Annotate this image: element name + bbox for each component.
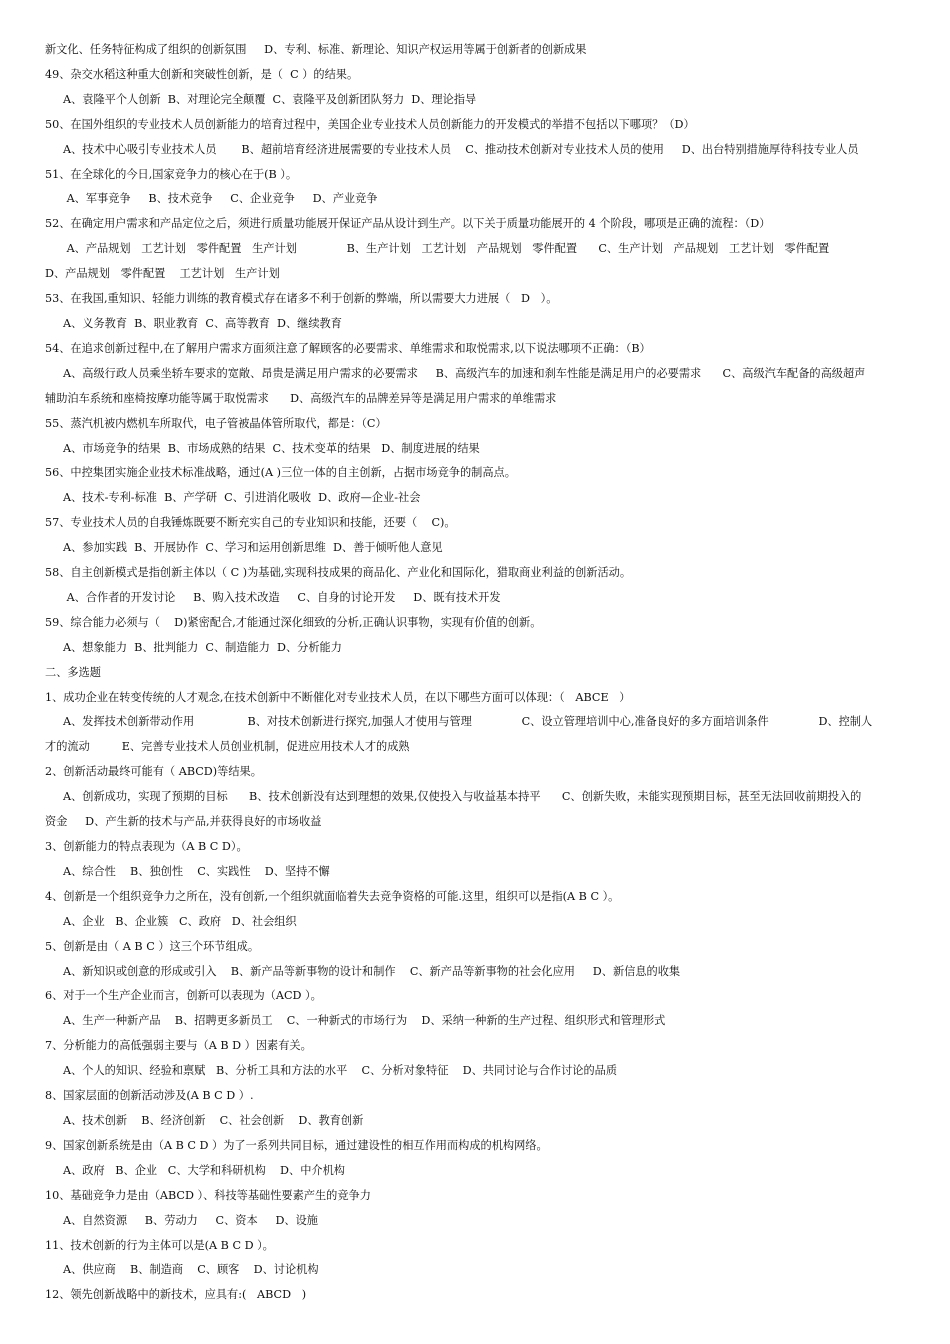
question-line: 49、杂交水稻这种重大创新和突破性创新，是（ C ）的结果。	[45, 67, 359, 81]
question-line: 11、技术创新的行为主体可以是(A B C D ）。	[45, 1238, 274, 1252]
options-line: A、个人的知识、经验和禀赋 B、分析工具和方法的水平 C、分析对象特征 D、共同讨论与合作讨论的品质	[63, 1064, 618, 1078]
options-line: A、市场竞争的结果 B、市场成熟的结果 C、技术变革的结果 D、制度进展的结果	[63, 441, 480, 455]
options-line: A、综合性 B、独创性 C、实践性 D、坚持不懈	[63, 864, 330, 878]
question-line: 1、成功企业在转变传统的人才观念,在技术创新中不断催化对专业技术人员，在以下哪些方面可以体现：（ ABCE ）	[45, 690, 631, 704]
question-line: 55、蒸汽机被内燃机车所取代，电子管被晶体管所取代，都是：（C）	[45, 416, 387, 430]
question-line: 12、领先创新战略中的新技术，应具有:( ABCD )	[45, 1288, 307, 1302]
question-line: 7、分析能力的高低强弱主要与（A B D ）因素有关。	[45, 1039, 312, 1053]
options-line: A、政府 B、企业 C、大学和科研机构 D、中介机构	[63, 1163, 345, 1177]
question-line: 8、国家层面的创新活动涉及(A B C D ）.	[45, 1089, 254, 1103]
options-line: A、生产一种新产品 B、招聘更多新员工 C、一种新式的市场行为 D、采纳一种新的生产过程、组织形式和管理形式	[63, 1014, 666, 1028]
question-line: 56、中控集团实施企业技术标准战略，通过(A )三位一体的自主创新，占据市场竞争的制高点。	[45, 466, 516, 480]
options-line: A、参加实践 B、开展协作 C、学习和运用创新思维 D、善于倾听他人意见	[63, 541, 443, 555]
options-line: A、自然资源 B、劳动力 C、资本 D、设施	[63, 1213, 318, 1227]
options-line: A、产品规划 工艺计划 零件配置 生产计划 B、生产计划 工艺计划 产品规划 零件配置 C、生产计划 产品规划 工艺计划 零件配置	[63, 242, 830, 256]
question-line: 10、基础竞争力是由（ABCD ）、科技等基础性要素产生的竞争力	[45, 1188, 371, 1202]
question-line: 4、创新是一个组织竞争力之所在，没有创新,一个组织就面临着失去竞争资格的可能.这里，组织可以是指(A B C ）。	[45, 889, 620, 903]
options-line: A、军事竞争 B、技术竞争 C、企业竞争 D、产业竞争	[63, 192, 378, 206]
continuation-line: 辅助泊车系统和座椅按摩功能等属于取悦需求 D、高级汽车的品牌差异等是满足用户需求的单维需求	[45, 391, 557, 405]
question-line: 51、在全球化的今日,国家竞争力的核心在于(B ）。	[45, 167, 298, 181]
continuation-line: D、产品规划 零件配置 工艺计划 生产计划	[45, 267, 280, 281]
options-line: A、袁隆平个人创新 B、对理论完全颠覆 C、袁隆平及创新团队努力 D、理论指导	[63, 92, 477, 106]
question-line: 5、创新是由（ A B C ）这三个环节组成。	[45, 939, 260, 953]
options-line: A、高级行政人员乘坐轿车要求的宽敞、昂贵是满足用户需求的必要需求 B、高级汽车的加速和刹车性能是满足用户的必要需求 C、高级汽车配备的高级超声	[63, 366, 866, 380]
continuation-line: 才的流动 E、完善专业技术人员创业机制，促进应用技术人才的成熟	[45, 740, 410, 754]
question-line: 58、自主创新模式是指创新主体以（ C )为基础,实现科技成果的商品化、产业化和国际化，猎取商业利益的创新活动。	[45, 566, 632, 580]
question-line: 59、综合能力必须与（ D)紧密配合,才能通过深化细致的分析,正确认识事物，实现有价值的创新。	[45, 615, 542, 629]
question-line: 57、专业技术人员的自我锤炼既要不断充实自己的专业知识和技能，还要（ C)。	[45, 516, 456, 530]
continuation-line: 资金 D、产生新的技术与产品,并获得良好的市场收益	[45, 815, 322, 829]
options-line: A、发挥技术创新带动作用 B、对技术创新进行探究,加强人才使用与管理 C、设立管理培训中心,准备良好的多方面培训条件 D、控制人	[63, 715, 873, 729]
question-line: 50、在国外组织的专业技术人员创新能力的培育过程中，美国企业专业技术人员创新能力的开发模式的举措不包括以下哪项？（D）	[45, 117, 695, 131]
options-line: A、合作者的开发讨论 B、购入技术改造 C、自身的讨论开发 D、既有技术开发	[63, 590, 501, 604]
options-line: A、供应商 B、制造商 C、顾客 D、讨论机构	[63, 1263, 319, 1277]
continuation-line: 新文化、任务特征构成了组织的创新氛围 D、专利、标准、新理论、知识产权运用等属于创新者的创新成果	[45, 43, 587, 56]
question-line: 二、多选题	[45, 665, 101, 679]
options-line: A、义务教育 B、职业教育 C、高等教育 D、继续教育	[63, 316, 342, 330]
question-line: 6、对于一个生产企业而言，创新可以表现为（ACD ）。	[45, 989, 322, 1003]
question-line: 54、在追求创新过程中,在了解用户需求方面须注意了解顾客的必要需求、单维需求和取悦需求,以下说法哪项不正确：（B）	[45, 341, 651, 355]
options-line: A、技术创新 B、经济创新 C、社会创新 D、教育创新	[63, 1113, 364, 1127]
options-line: A、想象能力 B、批判能力 C、制造能力 D、分析能力	[63, 640, 342, 654]
question-line: 53、在我国,重知识、轻能力训练的教育模式存在诸多不利于创新的弊端，所以需要大力进展（ D ）。	[45, 292, 558, 306]
options-line: A、技术中心吸引专业技术人员 B、超前培育经济进展需要的专业技术人员 C、推动技术创新对专业技术人员的使用 D、出台特别措施厚待科技专业人员	[63, 142, 859, 156]
options-line: A、新知识或创意的形成或引入 B、新产品等新事物的设计和制作 C、新产品等新事物的社会化应用 D、新信息的收集	[63, 964, 681, 978]
options-line: A、企业 B、企业簇 C、政府 D、社会组织	[63, 914, 297, 928]
options-line: A、技术-专利-标准 B、产学研 C、引进消化吸收 D、政府—企业-社会	[63, 491, 421, 505]
options-line: A、创新成功，实现了预期的目标 B、技术创新没有达到理想的效果,仅使投入与收益基本持平 C、创新失败，未能实现预期目标，甚至无法回收前期投入的	[63, 790, 862, 804]
question-line: 3、创新能力的特点表现为（A B C D）。	[45, 840, 248, 853]
question-line: 9、国家创新系统是由（A B C D ）为了一系列共同目标，通过建设性的相互作用而构成的机构网络。	[45, 1138, 548, 1152]
question-line: 52、在确定用户需求和产品定位之后，须进行质量功能展开保证产品从设计到生产。以下关于质量功能展开的 4 个阶段，哪项是正确的流程：（D）	[45, 217, 771, 231]
question-line: 2、创新活动最终可能有（ ABCD)等结果。	[45, 765, 262, 779]
